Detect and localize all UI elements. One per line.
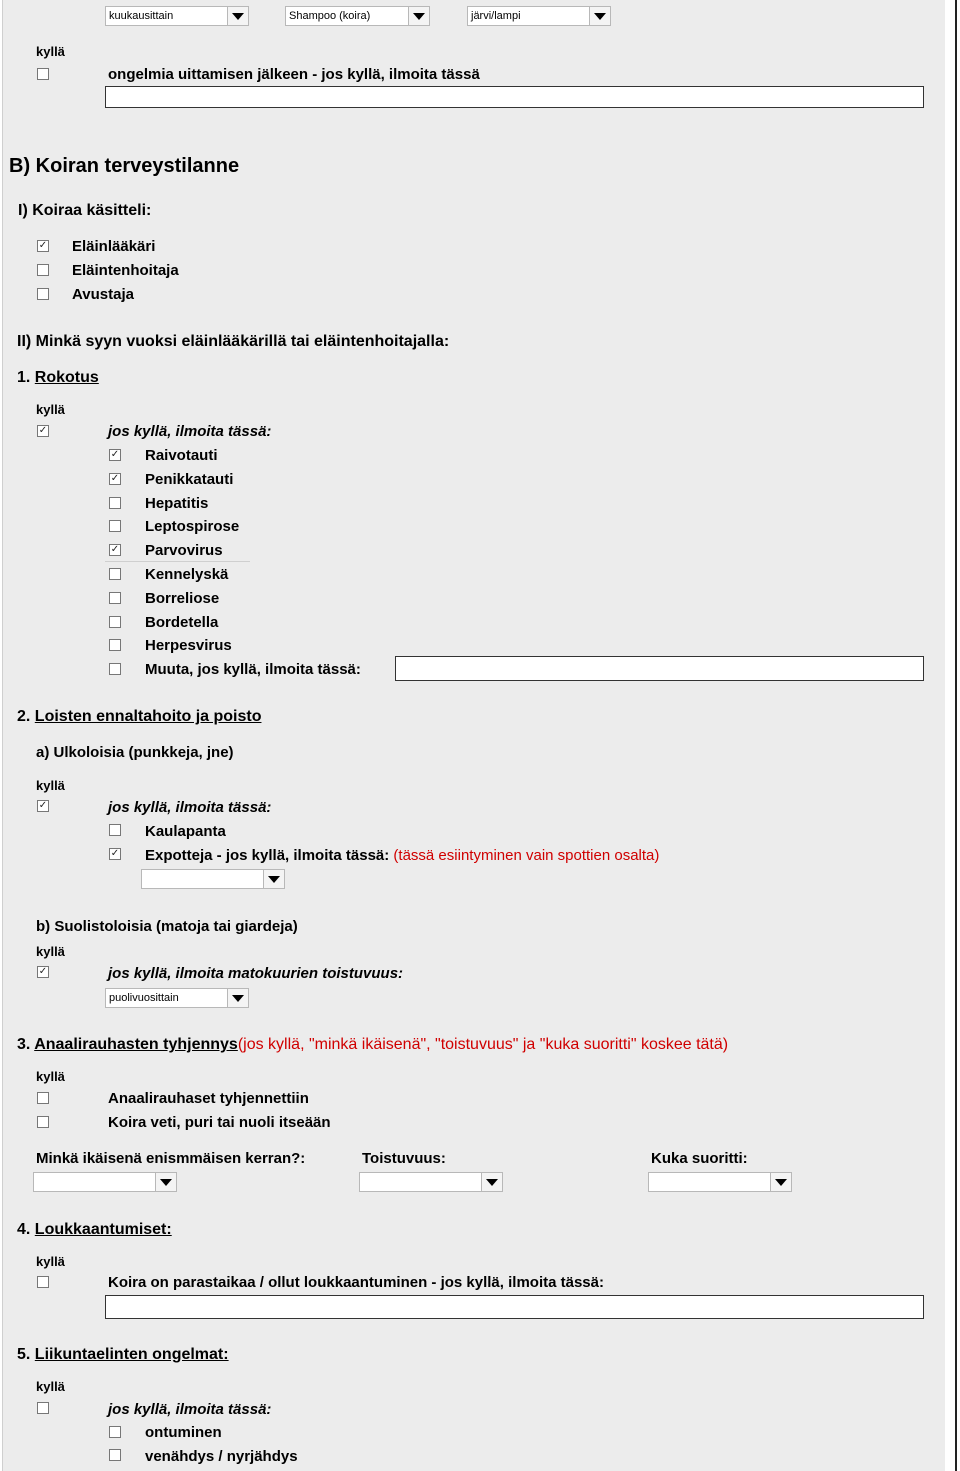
q3-note: (jos kyllä, "minkä ikäisenä", "toistuvuus" ja "kuka suoritti" koskee tätä) — [237, 1036, 729, 1053]
form-panel — [2, 0, 945, 1471]
performed-by-select[interactable] — [648, 1172, 792, 1192]
item-label: Muuta, jos kyllä, ilmoita tässä: — [145, 661, 361, 679]
deworming-frequency-value: puolivuosittain — [109, 992, 179, 1004]
q1-heading — [17, 369, 99, 387]
spot-on-checkbox[interactable]: ✓ — [110, 848, 120, 859]
deworming-frequency-select[interactable] — [105, 988, 249, 1008]
external-parasites-prompt: jos kyllä, ilmoita tässä: — [108, 799, 272, 816]
spot-on-text: Expotteja - jos kyllä, ilmoita tässä: — [145, 847, 390, 864]
item-label: Raivotauti — [145, 447, 218, 464]
item-label: Herpesvirus — [145, 637, 232, 655]
q3-heading — [17, 1036, 728, 1054]
item-checkbox[interactable]: ✓ — [38, 240, 48, 251]
item-checkbox[interactable] — [109, 663, 121, 675]
shampoo-select-value: Shampoo (koira) — [289, 10, 371, 22]
yes-header: kyllä — [36, 44, 65, 59]
collar-label: Kaulapanta — [145, 823, 226, 840]
item-checkbox[interactable]: ✓ — [110, 544, 120, 556]
item-label: Borreliose — [145, 589, 220, 607]
dog-licked-checkbox[interactable] — [37, 1116, 49, 1128]
chevron-down-icon — [227, 989, 248, 1007]
chevron-down-icon — [770, 1173, 791, 1191]
divider — [105, 561, 250, 562]
swim-problem-label: ongelmia uittamisen jälkeen - jos kyllä, ilmoita tässä — [108, 66, 480, 83]
q5-number: 5. — [17, 1346, 31, 1363]
injury-label: Koira on parastaikaa / ollut loukkaantuminen - jos kyllä, ilmoita tässä: — [108, 1274, 604, 1291]
anal-glands-emptied-label: Anaalirauhaset tyhjennettiin — [108, 1090, 309, 1107]
item-label: Penikkatauti — [145, 470, 234, 488]
sprain-checkbox[interactable] — [109, 1449, 121, 1461]
injury-input[interactable] — [105, 1295, 924, 1319]
item-label: Eläintenhoitaja — [72, 262, 179, 279]
item-label: Kennelyskä — [145, 566, 229, 583]
frequency-label: Toistuvuus: — [362, 1150, 446, 1167]
shampoo-select[interactable] — [285, 6, 430, 26]
part1-title: I) Koiraa käsitteli: — [18, 202, 152, 219]
yes-header: kyllä — [36, 1379, 65, 1394]
q3-number: 3. — [17, 1036, 31, 1053]
section-title: B) Koiran terveystilanne — [9, 155, 240, 177]
item-checkbox[interactable] — [109, 616, 121, 628]
anal-glands-emptied-checkbox[interactable] — [37, 1092, 49, 1104]
item-checkbox[interactable]: ✓ — [110, 472, 120, 484]
q5-heading — [17, 1346, 229, 1364]
part2-title: II) Minkä syyn vuoksi eläinlääkärillä tai eläintenhoitajalla: — [17, 333, 450, 350]
first-age-label: Minkä ikäisenä enismmäisen kerran?: — [36, 1150, 306, 1167]
item-checkbox[interactable] — [109, 520, 121, 532]
external-parasites-title: a) Ulkoloisia (punkkeja, jne) — [36, 744, 234, 761]
item-label: Hepatitis — [145, 494, 209, 512]
vaccination-prompt: jos kyllä, ilmoita tässä: — [108, 423, 272, 440]
q4-heading — [17, 1221, 172, 1239]
limping-checkbox[interactable] — [109, 1426, 121, 1438]
yes-header: kyllä — [36, 944, 65, 959]
q2-heading — [17, 708, 261, 726]
item-checkbox[interactable] — [109, 497, 121, 509]
chevron-down-icon — [589, 7, 610, 25]
other-vaccine-input[interactable] — [395, 656, 924, 681]
frequency-select[interactable] — [359, 1172, 503, 1192]
yes-header: kyllä — [36, 778, 65, 793]
swim-problem-checkbox[interactable] — [37, 68, 49, 80]
page-border — [955, 0, 957, 1471]
chevron-down-icon — [408, 7, 429, 25]
water-select-value: järvi/lampi — [471, 10, 521, 22]
dog-licked-label: Koira veti, puri tai nuoli itseään — [108, 1114, 331, 1131]
chevron-down-icon — [481, 1173, 502, 1191]
item-checkbox[interactable] — [109, 592, 121, 604]
mobility-prompt: jos kyllä, ilmoita tässä: — [108, 1401, 272, 1418]
item-checkbox[interactable] — [37, 288, 49, 300]
internal-parasites-prompt: jos kyllä, ilmoita matokuurien toistuvuus: — [108, 965, 404, 982]
yes-header: kyllä — [36, 1069, 65, 1084]
spot-on-note: (tässä esiintyminen vain spottien osalta) — [393, 847, 660, 864]
frequency-select[interactable] — [105, 6, 249, 26]
chevron-down-icon — [227, 7, 248, 25]
q2-number: 2. — [17, 708, 31, 725]
item-label: Eläinlääkäri — [72, 238, 156, 255]
swim-problem-input[interactable] — [105, 86, 924, 108]
first-age-select[interactable] — [33, 1172, 177, 1192]
item-checkbox[interactable] — [37, 264, 49, 276]
item-checkbox[interactable] — [109, 568, 121, 580]
q1-number: 1. — [17, 369, 31, 386]
chevron-down-icon — [263, 870, 284, 888]
spot-on-select[interactable] — [141, 869, 285, 889]
sprain-label: venähdys / nyrjähdys — [145, 1448, 298, 1465]
q4-number: 4. — [17, 1221, 31, 1238]
water-select[interactable] — [467, 6, 611, 26]
item-label: Avustaja — [72, 286, 134, 303]
item-label: Parvovirus — [145, 542, 223, 560]
chevron-down-icon — [155, 1173, 176, 1191]
yes-header: kyllä — [36, 402, 65, 417]
q2-title: Loisten ennaltahoito ja poisto — [34, 708, 262, 725]
limping-label: ontuminen — [145, 1424, 222, 1441]
performed-by-label: Kuka suoritti: — [651, 1150, 748, 1167]
q1-title: Rokotus — [34, 369, 99, 386]
mobility-yes-checkbox[interactable] — [37, 1402, 49, 1414]
q5-title: Liikuntaelinten ongelmat: — [34, 1346, 229, 1363]
spot-on-label — [145, 847, 659, 864]
vaccination-yes-checkbox[interactable]: ✓ — [38, 425, 48, 436]
yes-header: kyllä — [36, 1254, 65, 1269]
frequency-select-value: kuukausittain — [109, 10, 174, 22]
item-label: Bordetella — [145, 613, 219, 631]
external-parasites-yes-checkbox[interactable]: ✓ — [38, 800, 48, 811]
internal-parasites-title: b) Suolistoloisia (matoja tai giardeja) — [36, 918, 298, 935]
item-checkbox[interactable] — [109, 639, 121, 651]
item-label: Leptospirose — [145, 518, 240, 536]
item-checkbox[interactable]: ✓ — [110, 449, 120, 460]
q3-title: Anaalirauhasten tyhjennys — [34, 1036, 238, 1053]
q4-title: Loukkaantumiset: — [34, 1221, 172, 1238]
injury-checkbox[interactable] — [37, 1276, 49, 1288]
internal-parasites-yes-checkbox[interactable]: ✓ — [38, 966, 48, 977]
collar-checkbox[interactable] — [109, 824, 121, 836]
